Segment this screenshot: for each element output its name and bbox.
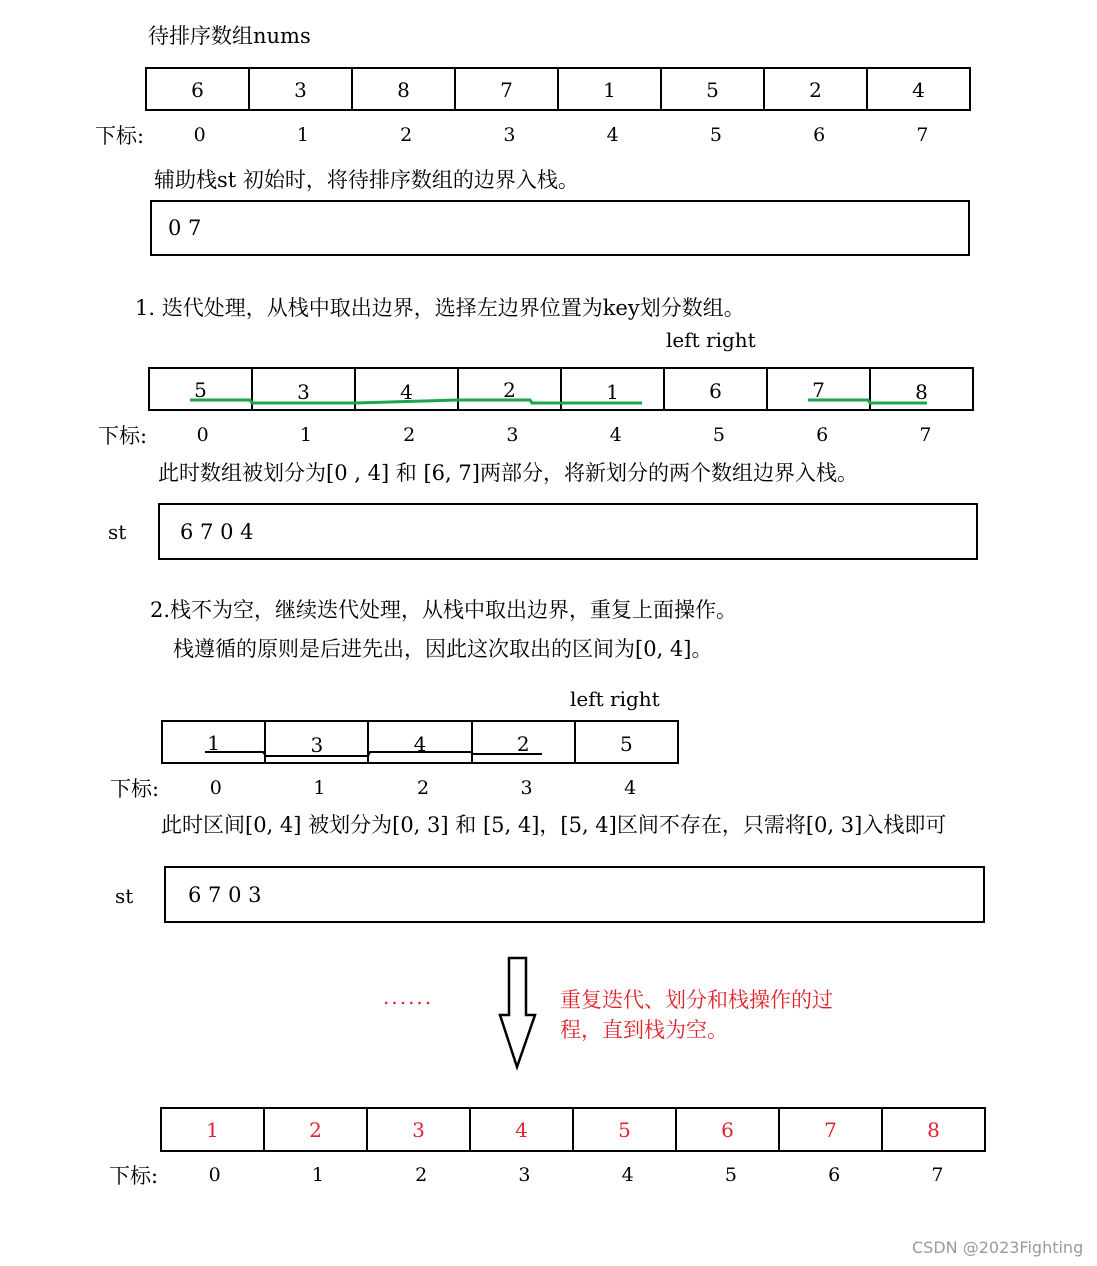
left-range-underline (205, 752, 542, 756)
index-value: 2 (416, 777, 430, 799)
stack-content: 6 7 0 4 (180, 520, 254, 544)
final-array (160, 1107, 986, 1152)
step1-pointer-labels: left right (666, 328, 756, 352)
index-value: 0 (208, 1164, 221, 1186)
index-value: 4 (624, 777, 637, 799)
array-cell: 3 (366, 1109, 469, 1150)
array-cell: 6 (663, 369, 766, 409)
index-value: 3 (518, 1164, 531, 1186)
step2-heading: 2.栈不为空，继续迭代处理，从栈中取出边界，重复上面操作。 (150, 598, 738, 622)
array-cell: 6 (191, 78, 204, 102)
array-cell: 5 (572, 1109, 675, 1150)
index-label: 下标: (98, 424, 148, 448)
array-cell: 2 (263, 1109, 366, 1150)
repeat-note-line2: 程，直到栈为空。 (560, 1018, 728, 1042)
index-value: 4 (609, 424, 622, 446)
index-value: 0 (209, 777, 222, 799)
right-partition-underline (808, 400, 927, 403)
stack-label: st (108, 520, 127, 544)
array-cell: 5 (574, 722, 677, 762)
index-value: 1 (311, 1164, 324, 1186)
index-value: 7 (931, 1164, 944, 1186)
array-cell: 1 (560, 369, 663, 409)
array-cell: 8 (869, 369, 972, 409)
watermark: CSDN @2023Fighting (912, 1238, 1084, 1257)
array-cell: 3 (264, 722, 367, 762)
stack-content: 6 7 0 3 (188, 883, 262, 907)
stack-box-step1 (158, 503, 978, 560)
index-value: 6 (816, 424, 829, 446)
ellipsis: ...... (383, 985, 434, 1009)
index-value: 6 (828, 1164, 841, 1186)
partition-underlines (0, 0, 1097, 420)
array-cell: 4 (354, 369, 457, 409)
index-value: 3 (506, 424, 519, 446)
array-cell: 4 (866, 69, 969, 109)
repeat-note-line1: 重复迭代、划分和栈操作的过 (560, 988, 833, 1012)
step1-heading: 1. 迭代处理，从栈中取出边界，选择左边界位置为key划分数组。 (135, 296, 745, 320)
array-cell: 7 (766, 369, 869, 409)
index-value: 0 (193, 124, 206, 146)
index-value: 7 (916, 124, 929, 146)
array-cell: 3 (248, 69, 351, 109)
index-label: 下标: (110, 777, 160, 801)
array-cell: 4 (469, 1109, 572, 1150)
array-cell: 2 (763, 69, 866, 109)
index-label: 下标: (109, 1164, 159, 1188)
array-cell: 7 (454, 69, 557, 109)
array-cell: 5 (660, 69, 763, 109)
index-row (151, 424, 977, 446)
array-cell: 6 (675, 1109, 778, 1150)
array-cell: 5 (194, 378, 207, 402)
array-cell: 3 (251, 369, 354, 409)
stack-box-step2 (164, 866, 985, 923)
stack-content: 0 7 (168, 216, 202, 240)
array-cell: 2 (457, 369, 560, 409)
index-value: 0 (196, 424, 209, 446)
array-cell: 1 (206, 1118, 219, 1142)
array-cell: 7 (778, 1109, 881, 1150)
index-value: 1 (299, 424, 312, 446)
array-cell: 2 (471, 722, 574, 762)
index-value: 2 (415, 1164, 428, 1186)
array-title: 待排序数组nums (148, 24, 311, 48)
step2-note: 栈遵循的原则是后进先出，因此这次取出的区间为[0, 4]。 (173, 637, 713, 661)
index-value: 5 (712, 424, 725, 446)
index-value: 4 (621, 1164, 634, 1186)
partition2-underline (0, 700, 1097, 770)
step2-pointer-labels: left right (570, 687, 660, 711)
array-cell: 8 (351, 69, 454, 109)
step2-result: 此时区间[0, 4] 被划分为[0, 3] 和 [5, 4]，[5, 4]区间不存在，只需将[0, 3]入栈即可 (161, 813, 947, 837)
array-cell: 4 (367, 722, 470, 762)
index-value: 7 (919, 424, 932, 446)
array-cell: 8 (881, 1109, 984, 1150)
array-cell: 1 (207, 731, 220, 755)
array-cell: 1 (557, 69, 660, 109)
index-row (164, 777, 682, 799)
down-arrow-icon (498, 955, 540, 1073)
index-label: 下标: (95, 124, 145, 148)
index-value: 3 (520, 777, 533, 799)
index-value: 1 (296, 124, 309, 146)
index-value: 2 (403, 424, 416, 446)
stack-init-caption: 辅助栈st 初始时，将待排序数组的边界入栈。 (154, 168, 579, 192)
left-partition-underline (190, 400, 642, 403)
index-value: 2 (400, 124, 413, 146)
step1-result: 此时数组被划分为[0 , 4] 和 [6, 7]两部分，将新划分的两个数组边界入栈。 (158, 461, 858, 485)
index-value: 5 (724, 1164, 737, 1186)
stack-label: st (115, 884, 134, 908)
index-value: 1 (313, 777, 326, 799)
index-value: 4 (606, 124, 619, 146)
index-value: 3 (503, 124, 516, 146)
index-row (163, 1164, 989, 1186)
index-value: 6 (813, 124, 826, 146)
index-value: 5 (709, 124, 722, 146)
